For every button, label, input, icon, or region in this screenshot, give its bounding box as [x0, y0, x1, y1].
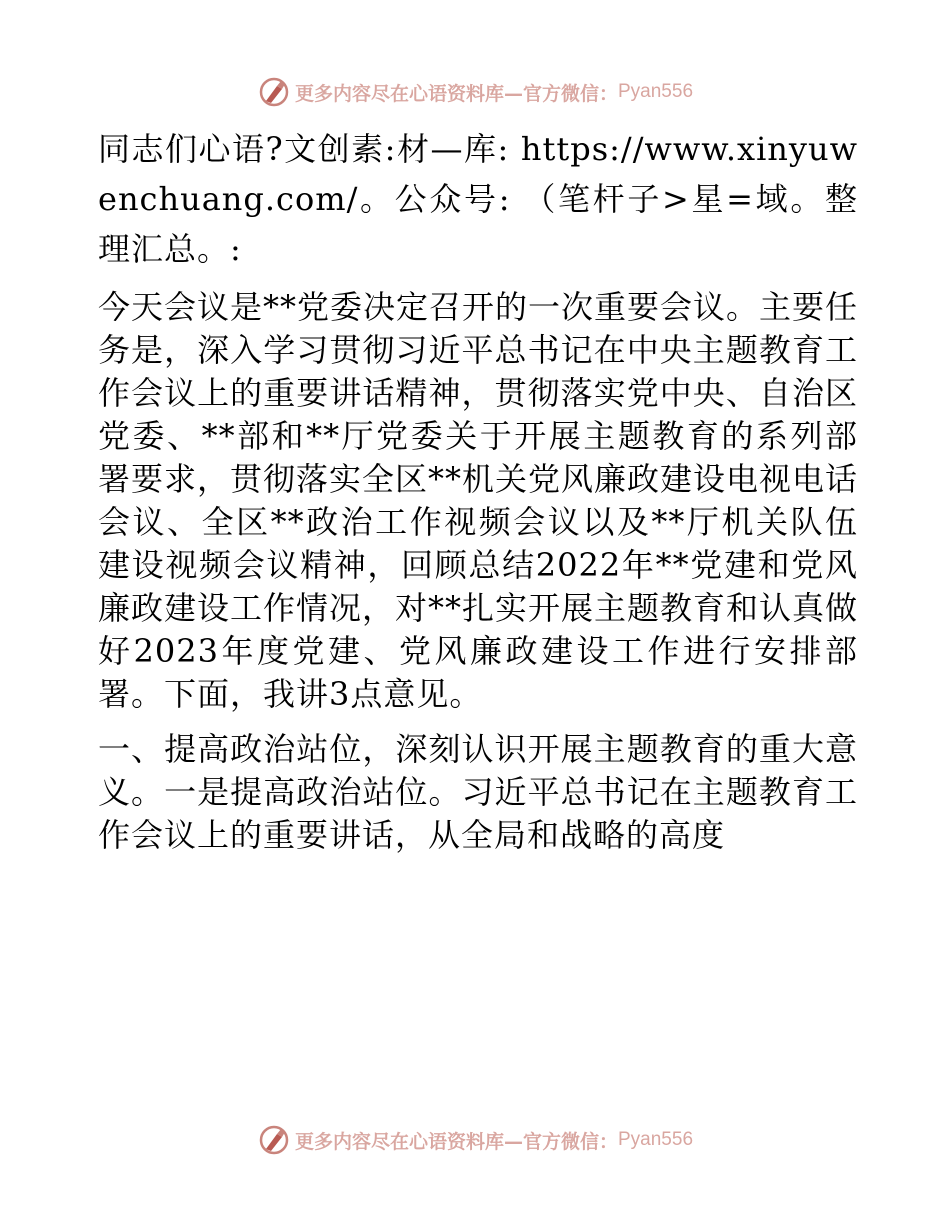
watermark-banner-top [0, 72, 950, 112]
watermark-handle: Pyan556 [618, 81, 694, 102]
paragraph-1: 同志们心语?文创素:材—库: https://www.xinyuwenchuang.com/。公众号: （笔杆子>星=域。整理汇总。: [98, 130, 858, 268]
watermark-handle: Pyan556 [618, 1129, 694, 1150]
watermark-text: 更多内容尽在心语资料库—官方微信： [294, 1130, 618, 1153]
watermark-banner-bottom [0, 1120, 950, 1160]
watermark-text: 更多内容尽在心语资料库—官方微信： [294, 82, 618, 105]
paragraph-3: 一、提高政治站位，深刻认识开展主题教育的重大意义。一是提高政治站位。习近平总书记在主题教育工作会议上的重要讲话，从全局和战略的高度 [98, 730, 858, 854]
pen-nib-circle-logo [257, 1123, 291, 1157]
pen-nib-circle-logo [257, 75, 291, 109]
paragraph-2: 今天会议是**党委决定召开的一次重要会议。主要任务是，深入学习贯彻习近平总书记在中央主题教育工作会议上的重要讲话精神，贯彻落实党中央、自治区党委、**部和**厅党委关于开展主题教育的系列部署要求，贯彻落实全区**机关党风廉政建设电视电话会议、全区**政治工作视频会议以及**厅机关队伍建设视频会议精神，回顾总结2022年**党建和党风廉政建设工作情况，对**扎实开展主题教育和认真做好2023年度党建、党风廉政建设工作进行安排部署。下面，我讲3点意见。 [98, 288, 859, 713]
document-body [98, 124, 858, 857]
